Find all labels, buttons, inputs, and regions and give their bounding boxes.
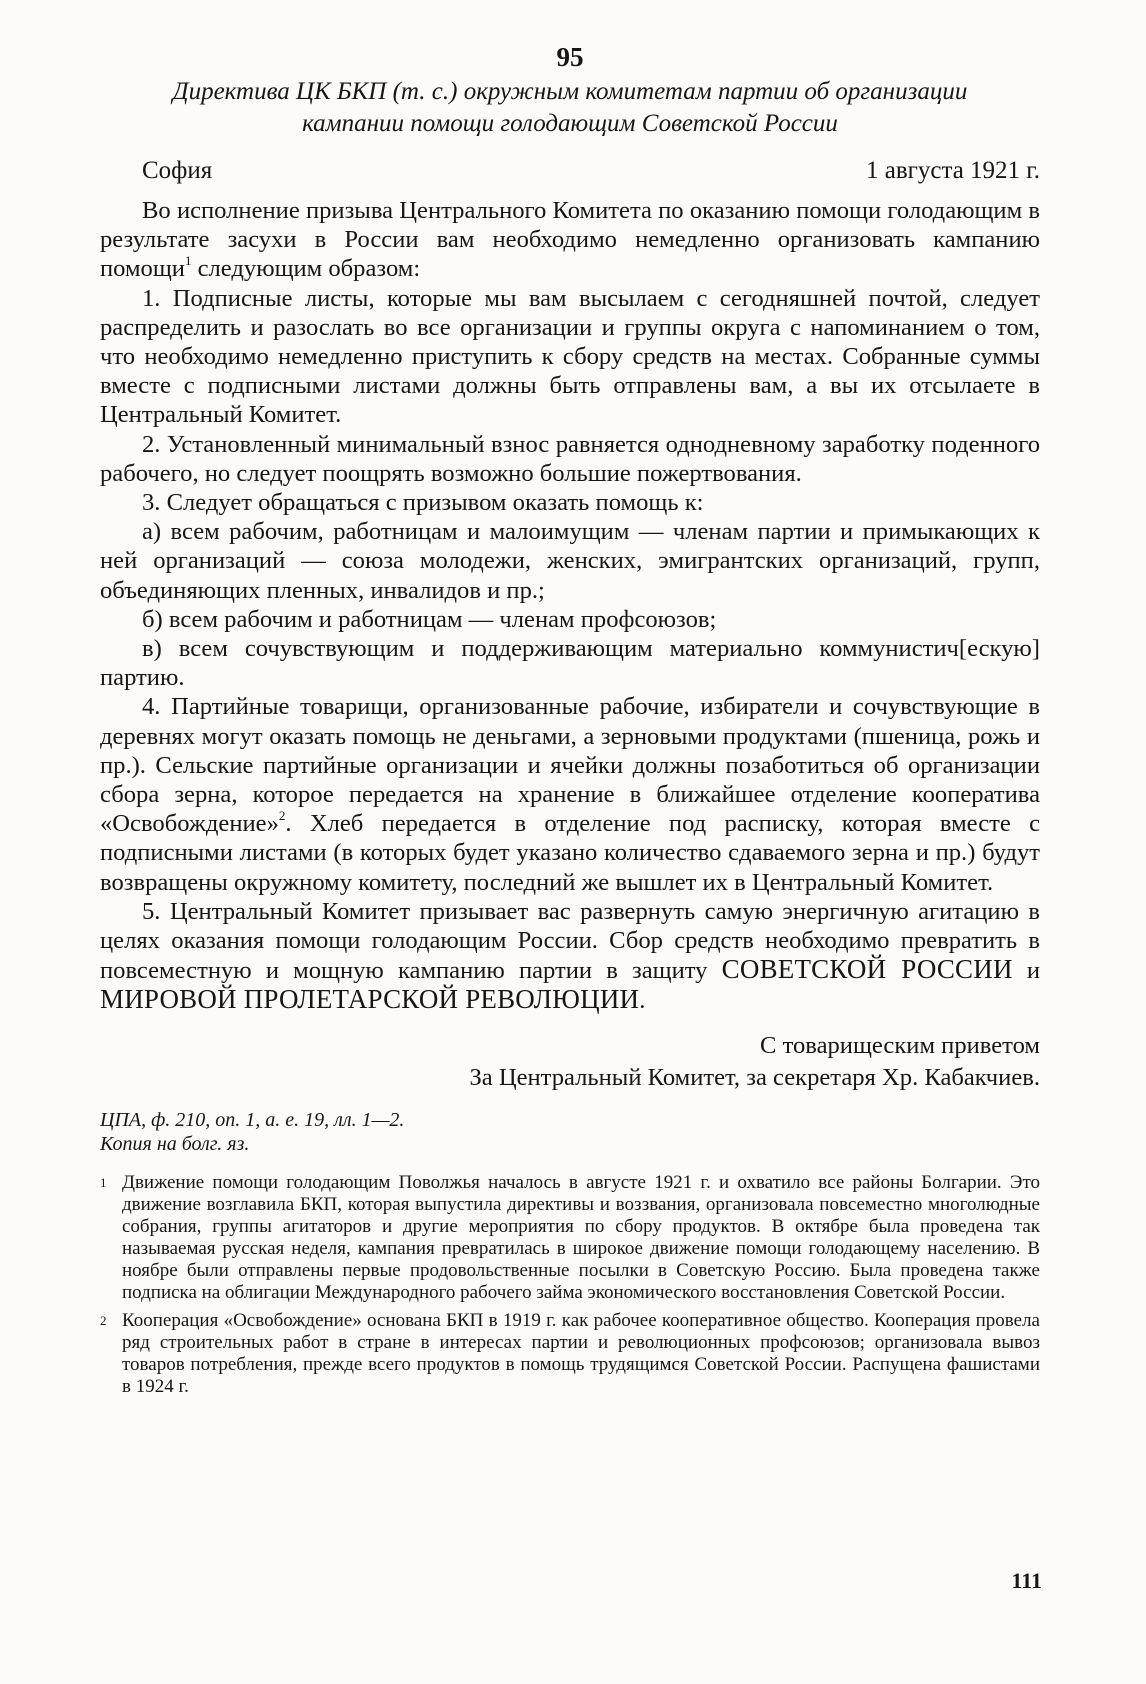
- footnote-1-mark: 1: [100, 1174, 107, 1190]
- footnote-ref-2: 2: [278, 808, 286, 824]
- date: 1 августа 1921 г.: [865, 157, 1040, 184]
- closing-block: [100, 1030, 1040, 1094]
- footnote-2-text: Кооперация «Освобождение» основана БКП в 1919 г. как рабочее кооперативное общество. Кооперация провела ряд строительных работ в стране в интересах партии и революционных профсоюзов; организовала вывоз товаров потребления, прежде всего продуктов в помощь трудящимся Советской России. Распущена фашистами в 1924 г.: [122, 1309, 1040, 1397]
- document-title: [100, 76, 1040, 140]
- place-date-line: [100, 156, 1040, 186]
- paragraph-3c: в) всем сочувствующим и поддерживающим материально коммунистич[ескую] партию.: [100, 635, 1040, 692]
- paragraph-2: 2. Установленный минимальный взнос равняется однодневному заработку поденного рабочего, но следует поощрять возможно большие пожертвования.: [100, 430, 1040, 487]
- title-line-1: Директива ЦК БКП (т. с.) окружным комитетам партии об организации: [172, 78, 968, 105]
- paragraph-1: 1. Подписные листы, которые мы вам высылаем с сегодняшней почтой, следует распределить и разослать во все организации и группы округа с напоминанием о том, что необходимо немедленно приступить к сбору средств на местах. Собранные суммы вместе с подписными листами должны быть отправлены вам, а вы их отсылаете в Центральный Комитет.: [100, 284, 1040, 429]
- copy-note: Копия на болг. яз.: [100, 1132, 250, 1155]
- title-line-2: кампании помощи голодающим Советской России: [302, 110, 838, 137]
- paragraph-5: [100, 897, 1040, 1016]
- footnote-1: [100, 1172, 1040, 1304]
- footnote-2: [100, 1310, 1040, 1398]
- intro-text: Во исполнение призыва Центрального Комитета по оказанию помощи голодающим в результате засухи в России вам необходимо немедленно организовать кампанию помощи: [100, 197, 1040, 283]
- paragraph-5-text: 5. Центральный Комитет призывает вас развернуть самую энергичную агитацию в целях оказания помощи голодающим России. Сбор средств необходимо превратить в повсеместную и мощную кампанию партии в защиту: [100, 897, 1040, 985]
- document-number: 95: [556, 42, 584, 72]
- paragraph-5-conjunction: и: [1012, 957, 1041, 985]
- caps-world-revolution: МИРОВОЙ ПРОЛЕТАРСКОЙ РЕВОЛЮЦИИ: [100, 984, 640, 1015]
- page-content: [100, 40, 1040, 1404]
- footnote-2-mark: 2: [100, 1312, 107, 1328]
- footnote-1-text: Движение помощи голодающим Поволжья началось в августе 1921 г. и охватило все районы Болгарии. Это движение возглавила БКП, которая выпустила директивы и воззвания, организовала повсеместно многолюдные собрания, группы агитаторов и другие мероприятия по сбору продуктов. В октябре была проведена так называемая русская неделя, кампания превратилась в широкое движение помощи голодающему населению. В ноябре были отправлены первые продовольственные посылки в Советскую Россию. Была проведена также подписка на облигации Международного рабочего займа экономического восстановления Советской России.: [122, 1171, 1040, 1303]
- document-body: [100, 196, 1040, 1016]
- page-number: 111: [1011, 1568, 1042, 1593]
- caps-soviet-russia: СОВЕТСКОЙ РОССИИ: [721, 954, 1013, 985]
- intro-paragraph: [100, 196, 1040, 284]
- footnotes: [100, 1172, 1040, 1398]
- paragraph-4: [100, 692, 1040, 896]
- paragraph-3a: а) всем рабочим, работницам и малоимущим — членам партии и примыкающих к ней организаций — союза молодежи, женских, эмигрантских организаций, групп, объединяющих пленных, инвалидов и пр.;: [100, 518, 1040, 604]
- intro-text-end: следующим образом:: [191, 255, 421, 283]
- closing-greeting: С товарищеским приветом: [760, 1031, 1040, 1059]
- paragraph-3b: б) всем рабочим и работницам — членам профсоюзов;: [142, 605, 717, 633]
- archive-source: [100, 1108, 1040, 1156]
- paragraph-5-end: .: [639, 987, 646, 1015]
- place: София: [142, 157, 213, 184]
- paragraph-4-text-end: . Хлеб передается в отделение под расписку, которая вместе с подписными листами (в которых будет указано количество сдаваемого зерна и пр.) будут возвращены окружному комитету, последний же вышлет их в Центральный Комитет.: [100, 810, 1040, 896]
- archive-reference: ЦПА, ф. 210, оп. 1, а. е. 19, лл. 1—2.: [100, 1108, 405, 1131]
- paragraph-4-text: 4. Партийные товарищи, организованные рабочие, избиратели и сочувствующие в деревнях могут оказать помощь не деньгами, а зерновыми продуктами (пшеница, рожь и пр.). Сельские партийные организации и ячейки должны позаботиться об организации сбора зерна, которое передается на хранение в ближайшее отделение кооператива «Освобождение»: [100, 693, 1040, 838]
- footnote-ref-1: 1: [184, 253, 192, 269]
- closing-signature: За Центральный Комитет, за секретаря Хр. Кабакчиев.: [469, 1063, 1040, 1091]
- paragraph-3: 3. Следует обращаться с призывом оказать помощь к:: [142, 489, 704, 517]
